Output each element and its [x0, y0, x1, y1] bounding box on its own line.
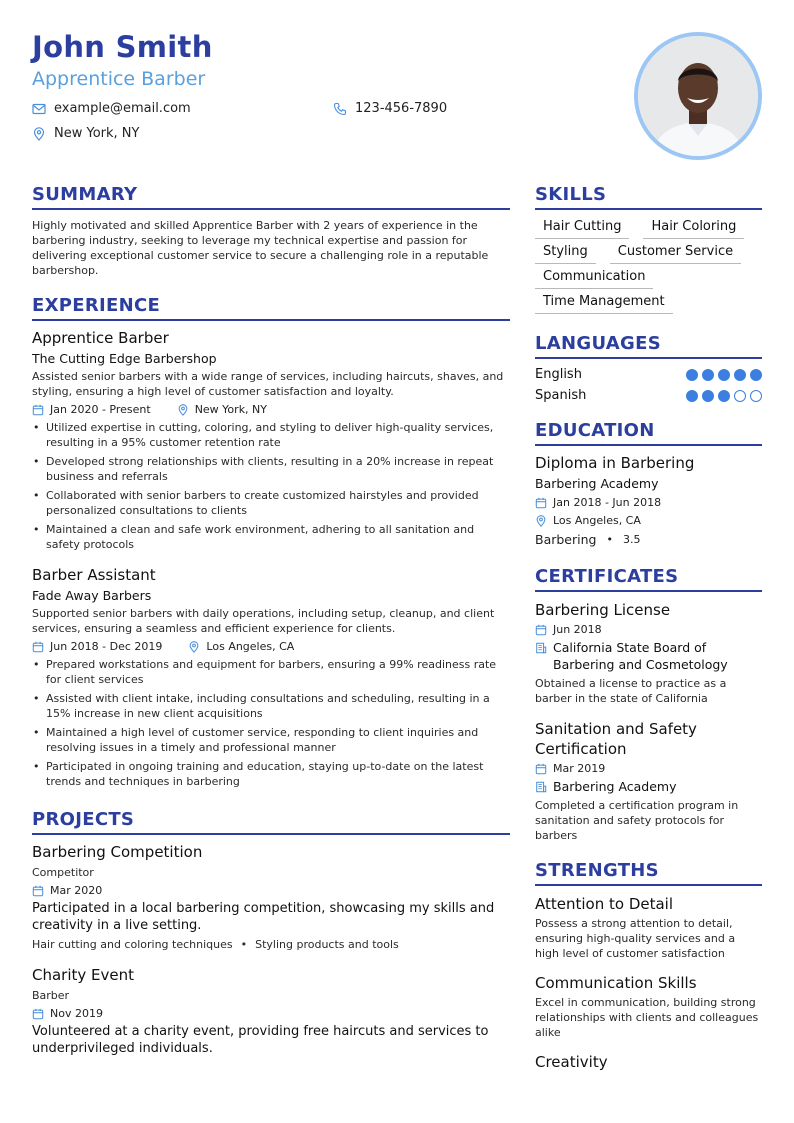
job-bullets: [32, 420, 510, 552]
skill-tag: Styling: [535, 243, 596, 264]
project-role: Competitor: [32, 866, 94, 879]
email-icon: [32, 102, 46, 116]
experience-entry: [32, 329, 510, 552]
skills-heading: SKILLS: [535, 184, 762, 210]
resume-name: John Smith: [32, 30, 213, 64]
phone-icon: [333, 102, 347, 116]
job-description: Supported senior barbers with daily operations, including setup, cleanup, and client services, ensuring a seamless and efficient experience for clients.: [32, 607, 495, 635]
education-location: Los Angeles, CA: [553, 514, 641, 527]
certificate-description: Completed a certification program in sanitation and safety protocols for barbers: [535, 799, 739, 842]
certificate-title: Sanitation and Safety Certification: [535, 720, 697, 758]
certificate-date: Jun 2018: [553, 623, 602, 636]
certificate-entry: [535, 600, 762, 706]
strength-title: Attention to Detail: [535, 895, 674, 913]
project-title: Barbering Competition: [32, 843, 203, 861]
strength-description: Excel in communication, building strong relationships with clients and colleagues alike: [535, 996, 759, 1039]
language-row: [535, 367, 762, 382]
skill-tag: Communication: [535, 268, 653, 289]
location-pin-icon: [188, 641, 200, 653]
job-location: Los Angeles, CA: [206, 640, 295, 653]
gpa-separator: •: [606, 533, 613, 546]
project-tag: Hair cutting and coloring techniques: [32, 938, 233, 951]
education-dates-row: [535, 496, 762, 509]
project-role: Barber: [32, 989, 70, 1002]
education-entry: [535, 454, 762, 547]
language-name: Spanish: [535, 388, 587, 403]
location-pin-icon: [32, 127, 46, 141]
resume-role: Apprentice Barber: [32, 68, 206, 90]
education-heading: EDUCATION: [535, 420, 762, 446]
project-title: Charity Event: [32, 966, 135, 984]
education-gpa: 3.5: [622, 533, 641, 546]
tag-separator: •: [240, 938, 248, 951]
project-description: Participated in a local barbering competition, showcasing my skills and creativity in a live setting.: [32, 901, 495, 933]
strength-title: Creativity: [535, 1053, 608, 1071]
project-tags: [32, 937, 510, 952]
experience-heading: EXPERIENCE: [32, 295, 510, 321]
building-icon: [535, 642, 547, 654]
school-name: Barbering Academy: [535, 476, 659, 491]
summary-heading: SUMMARY: [32, 184, 510, 210]
list-item: • Prepared workstations and equipment for barbers, ensuring a 99% readiness rate for client services: [32, 657, 510, 687]
project-entry: [32, 966, 510, 1057]
job-description: Assisted senior barbers with a wide range of services, including haircuts, shaves, and styling, ensuring a high level of customer satisfaction and loyalty.: [32, 370, 504, 398]
job-location: New York, NY: [194, 403, 267, 416]
filled-dot-icon: [750, 369, 762, 381]
certificate-title: Barbering License: [535, 601, 671, 619]
strength-entry: [535, 894, 762, 961]
calendar-icon: [535, 763, 547, 775]
filled-dot-icon: [686, 369, 698, 381]
strength-entry: [535, 1052, 762, 1072]
project-meta: [32, 884, 510, 897]
job-dates: Jan 2020 - Present: [50, 403, 151, 416]
certificate-entry: [535, 719, 762, 843]
calendar-icon: [32, 1008, 44, 1020]
certificate-date-row: [535, 623, 762, 636]
calendar-icon: [32, 641, 44, 653]
list-item: • Maintained a high level of customer service, responding to client inquiries and resolving issues in a timely and professional manner: [32, 725, 510, 755]
experience-entry: [32, 566, 510, 789]
language-list: [535, 367, 762, 403]
certificate-issuer: Barbering Academy: [553, 779, 677, 794]
list-item: • Collaborated with senior barbers to create customized hairstyles and provided personalized consultations to clients: [32, 488, 510, 518]
job-dates: Jun 2018 - Dec 2019: [50, 640, 163, 653]
empty-dot-icon: [750, 390, 762, 402]
summary-text: Highly motivated and skilled Apprentice Barber with 2 years of experience in the barbering industry, seeking to leverage my technical expertise and passion for delivering exceptional customer service to secure a challenging role in a reputable barbershop.: [32, 219, 489, 277]
skill-tag: Time Management: [535, 293, 673, 314]
education-location-row: [535, 514, 762, 527]
contact-phone[interactable]: [333, 101, 447, 116]
contact-email[interactable]: [32, 101, 191, 116]
education-gpa-row: [535, 532, 762, 547]
location-text: New York, NY: [54, 126, 140, 141]
list-item: • Utilized expertise in cutting, coloring, and styling to deliver high-quality services, resulting in a 95% customer retention rate: [32, 420, 510, 450]
contact-location: [32, 126, 139, 141]
languages-heading: LANGUAGES: [535, 333, 762, 359]
project-entry: [32, 843, 510, 952]
strength-entry: [535, 973, 762, 1040]
list-item: • Maintained a clean and safe work environment, adhering to all sanitation and safety protocols: [32, 522, 510, 552]
proficiency-dots: [686, 390, 762, 402]
list-item: • Participated in ongoing training and education, staying up-to-date on the latest trends and techniques in barbering: [32, 759, 510, 789]
filled-dot-icon: [702, 390, 714, 402]
skill-tag: Hair Cutting: [535, 218, 629, 239]
certificate-issuer-row: [535, 639, 762, 673]
certificate-description: Obtained a license to practice as a barber in the state of California: [535, 677, 727, 705]
certificate-date-row: [535, 762, 762, 775]
certificate-date: Mar 2019: [553, 762, 606, 775]
language-row: [535, 388, 762, 403]
skill-tag: Customer Service: [610, 243, 741, 264]
filled-dot-icon: [718, 390, 730, 402]
empty-dot-icon: [734, 390, 746, 402]
strengths-heading: STRENGTHS: [535, 860, 762, 886]
profile-photo: [634, 32, 762, 160]
location-pin-icon: [535, 515, 547, 527]
skill-tag: Hair Coloring: [643, 218, 744, 239]
calendar-icon: [32, 404, 44, 416]
strength-description: Possess a strong attention to detail, ensuring high-quality services and a high level of customer satisfaction: [535, 917, 736, 960]
person-avatar-icon: [638, 36, 758, 156]
certificate-issuer-row: [535, 778, 762, 795]
list-item: • Assisted with client intake, including consultations and scheduling, resulting in a 15% increase in new client acquisitions: [32, 691, 510, 721]
project-description: Volunteered at a charity event, providing free haircuts and services to underprivileged individuals.: [32, 1024, 489, 1056]
project-date: Nov 2019: [50, 1007, 103, 1020]
job-meta: [32, 640, 510, 653]
certificate-issuer: California State Board of Barbering and Cosmetology: [553, 640, 728, 672]
phone-text: 123-456-7890: [355, 101, 448, 116]
certificates-heading: CERTIFICATES: [535, 566, 762, 592]
filled-dot-icon: [718, 369, 730, 381]
calendar-icon: [535, 497, 547, 509]
projects-heading: PROJECTS: [32, 809, 510, 835]
job-title: Barber Assistant: [32, 566, 156, 584]
education-dates: Jan 2018 - Jun 2018: [553, 496, 662, 509]
job-bullets: [32, 657, 510, 789]
proficiency-dots: [686, 369, 762, 381]
company-name: The Cutting Edge Barbershop: [32, 351, 217, 366]
filled-dot-icon: [686, 390, 698, 402]
language-name: English: [535, 367, 582, 382]
company-name: Fade Away Barbers: [32, 588, 152, 603]
email-text: example@email.com: [54, 101, 191, 116]
job-title: Apprentice Barber: [32, 329, 169, 347]
filled-dot-icon: [734, 369, 746, 381]
list-item: • Developed strong relationships with clients, resulting in a 20% increase in repeat business and referrals: [32, 454, 510, 484]
education-field: Barbering: [535, 532, 597, 547]
filled-dot-icon: [702, 369, 714, 381]
job-meta: [32, 403, 510, 416]
project-meta: [32, 1007, 510, 1020]
location-pin-icon: [177, 404, 189, 416]
project-date: Mar 2020: [50, 884, 103, 897]
project-tag: Styling products and tools: [255, 938, 399, 951]
degree-title: Diploma in Barbering: [535, 454, 695, 472]
calendar-icon: [535, 624, 547, 636]
skills-list: [535, 218, 762, 314]
strength-title: Communication Skills: [535, 974, 697, 992]
building-icon: [535, 781, 547, 793]
calendar-icon: [32, 885, 44, 897]
